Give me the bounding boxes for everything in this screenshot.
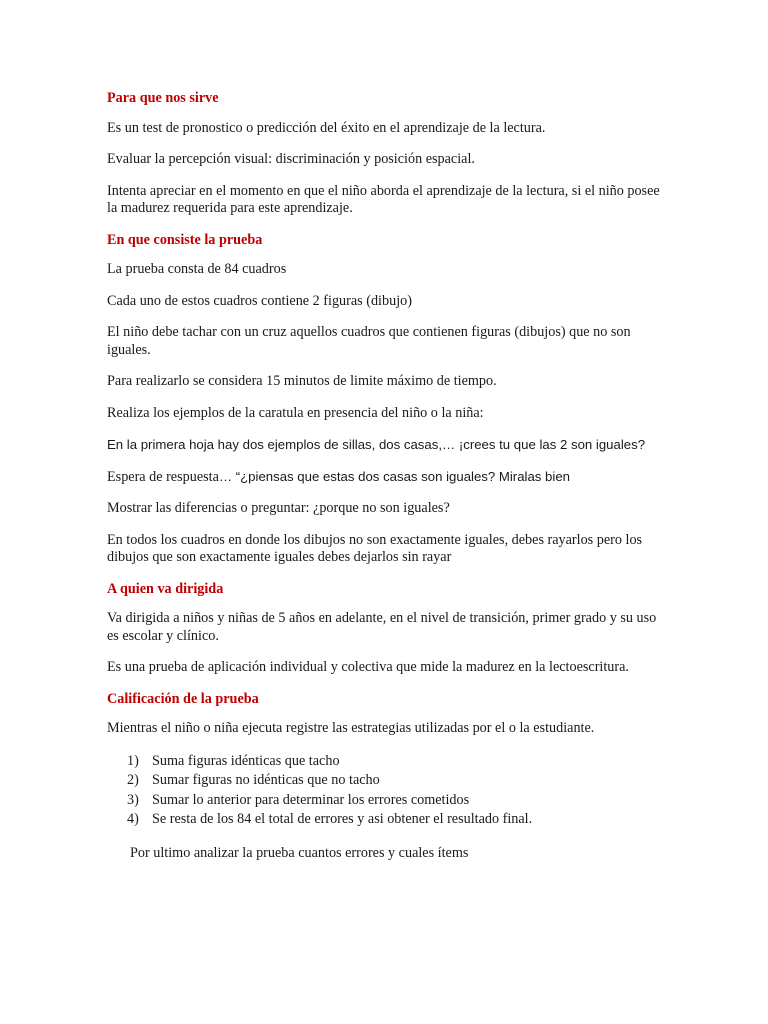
- paragraph: Intenta apreciar en el momento en que el niño aborda el aprendizaje de la lectura, si el niño posee la madurez requerida para este aprendizaje.: [107, 182, 660, 216]
- list-number: 3): [127, 791, 139, 808]
- list-item: [127, 771, 667, 790]
- paragraph: Es una prueba de aplicación individual y colectiva que mide la madurez en la lectoescritura.: [107, 659, 629, 675]
- paragraph: Realiza los ejemplos de la caratula en presencia del niño o la niña:: [107, 404, 484, 421]
- list-text: Sumar figuras no idénticas que no tacho: [152, 772, 380, 788]
- section-heading-scoring: Calificación de la prueba: [107, 690, 259, 707]
- scoring-steps-list: [107, 752, 667, 829]
- paragraph: Por ultimo analizar la prueba cuantos errores y cuales ítems: [130, 844, 469, 861]
- list-item: [127, 791, 667, 810]
- paragraph: Es un test de pronostico o predicción del éxito en el aprendizaje de la lectura.: [107, 119, 546, 136]
- paragraph: En todos los cuadros en donde los dibujos no son exactamente iguales, debes rayarlos pero los dibujos que son exactamente iguales debes dejarlos sin rayar: [107, 531, 643, 565]
- list-number: 2): [127, 772, 139, 788]
- paragraph: [107, 468, 667, 487]
- section-heading-purpose: Para que nos sirve: [107, 90, 219, 106]
- list-number: 1): [127, 752, 139, 769]
- list-text: Suma figuras idénticas que tacho: [152, 752, 340, 769]
- paragraph-part: … “¿piensas que estas dos casas son iguales? Miralas bien: [218, 468, 570, 484]
- list-text: Se resta de los 84 el total de errores y asi obtener el resultado final.: [152, 811, 533, 827]
- paragraph: La prueba consta de 84 cuadros: [107, 261, 287, 277]
- section-heading-audience: A quien va dirigida: [107, 580, 224, 597]
- document-body: [107, 90, 667, 876]
- paragraph: Para realizarlo se considera 15 minutos de limite máximo de tiempo.: [107, 373, 497, 389]
- section-heading-description: En que consiste la prueba: [107, 231, 263, 248]
- paragraph: El niño debe tachar con un cruz aquellos cuadros que contienen figuras (dibujos) que no son iguales.: [107, 324, 631, 358]
- paragraph: Mientras el niño o niña ejecuta registre las estrategias utilizadas por el o la estudiante.: [107, 720, 595, 736]
- paragraph: Evaluar la percepción visual: discriminación y posición espacial.: [107, 151, 475, 167]
- paragraph: En la primera hoja hay dos ejemplos de sillas, dos casas,… ¡crees tu que las 2 son iguales?: [107, 437, 646, 452]
- list-number: 4): [127, 811, 139, 827]
- paragraph: Mostrar las diferencias o preguntar: ¿porque no son iguales?: [107, 500, 450, 516]
- list-item: [127, 810, 667, 829]
- list-text: Sumar lo anterior para determinar los errores cometidos: [152, 791, 470, 808]
- paragraph: Cada uno de estos cuadros contiene 2 figuras (dibujo): [107, 292, 412, 309]
- paragraph-part: Espera de respuesta: [107, 468, 219, 485]
- paragraph: Va dirigida a niños y niñas de 5 años en adelante, en el nivel de transición, primer grado y su uso es escolar y clínico.: [107, 610, 657, 644]
- list-item: [127, 752, 667, 771]
